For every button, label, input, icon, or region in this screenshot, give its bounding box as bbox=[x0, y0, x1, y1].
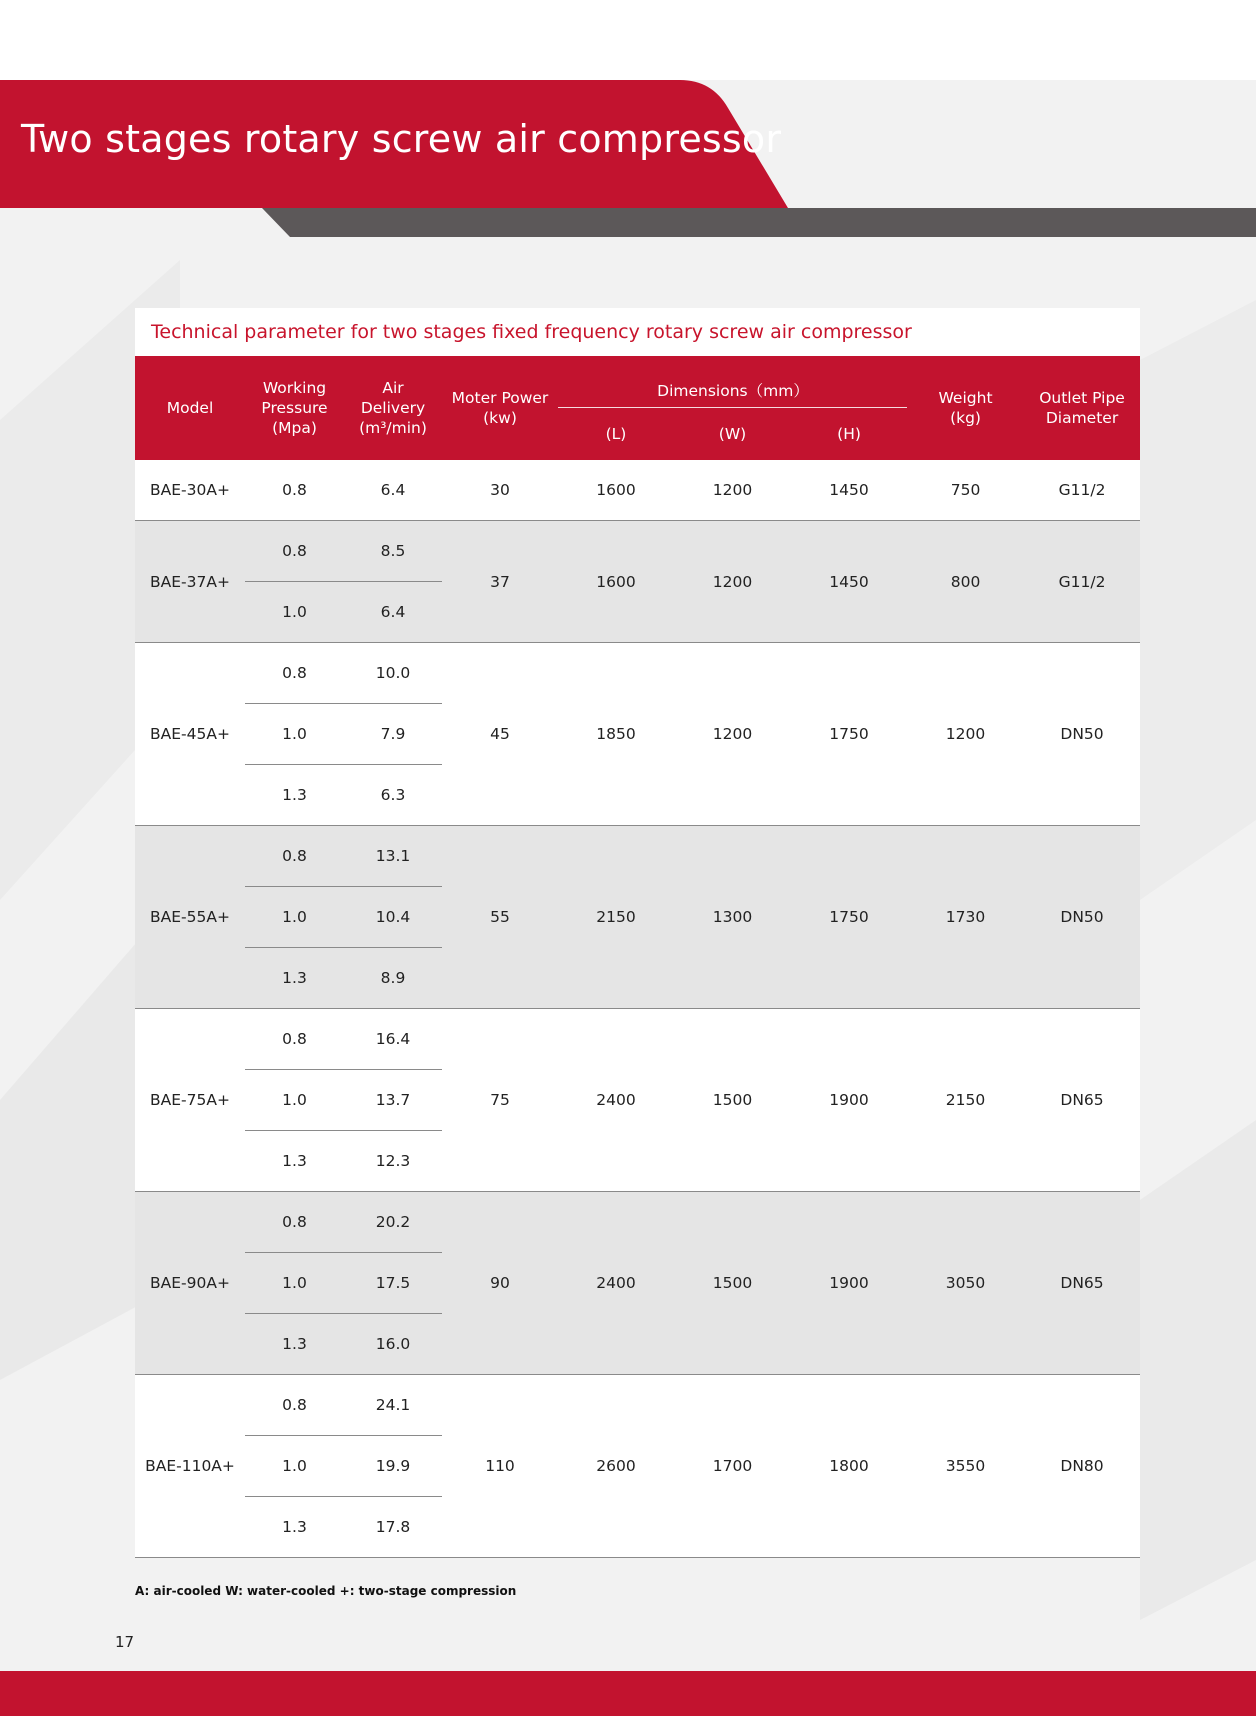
length-cell: 2400 bbox=[558, 1192, 674, 1375]
pressure-cell: 1.3 bbox=[245, 1131, 344, 1192]
height-cell: 1900 bbox=[791, 1009, 907, 1192]
weight-cell: 2150 bbox=[907, 1009, 1024, 1192]
delivery-cell: 10.0 bbox=[344, 643, 442, 704]
table-subtitle: Technical parameter for two stages fixed frequency rotary screw air compressor bbox=[151, 321, 912, 343]
model-group bbox=[135, 1009, 1140, 1192]
table-row bbox=[135, 460, 1140, 521]
width-cell: 1200 bbox=[674, 643, 791, 826]
header-outlet: Outlet Pipe Diameter bbox=[1024, 356, 1140, 460]
pressure-cell: 0.8 bbox=[245, 1009, 344, 1070]
header-dim-l: (L) bbox=[558, 408, 674, 460]
model-cell: BAE-90A+ bbox=[135, 1192, 245, 1375]
width-cell: 1500 bbox=[674, 1009, 791, 1192]
delivery-cell: 16.0 bbox=[344, 1314, 442, 1375]
model-cell: BAE-37A+ bbox=[135, 521, 245, 643]
delivery-cell: 6.4 bbox=[344, 460, 442, 521]
weight-cell: 750 bbox=[907, 460, 1024, 521]
delivery-cell: 6.3 bbox=[344, 765, 442, 826]
table-row bbox=[135, 1192, 1140, 1253]
outlet-cell: DN50 bbox=[1024, 826, 1140, 1009]
length-cell: 1600 bbox=[558, 521, 674, 643]
outlet-cell: DN65 bbox=[1024, 1009, 1140, 1192]
header-delivery: Air Delivery (m³/min) bbox=[344, 356, 442, 460]
model-group bbox=[135, 1192, 1140, 1375]
pressure-cell: 1.0 bbox=[245, 1253, 344, 1314]
header-dark-band bbox=[262, 208, 1256, 237]
pressure-cell: 1.0 bbox=[245, 1070, 344, 1131]
model-group bbox=[135, 1375, 1140, 1558]
delivery-cell: 13.7 bbox=[344, 1070, 442, 1131]
pressure-cell: 1.3 bbox=[245, 1497, 344, 1558]
width-cell: 1300 bbox=[674, 826, 791, 1009]
pressure-cell: 0.8 bbox=[245, 826, 344, 887]
table-row bbox=[135, 1375, 1140, 1436]
model-group bbox=[135, 643, 1140, 826]
header-model: Model bbox=[135, 356, 245, 460]
outlet-cell: DN65 bbox=[1024, 1192, 1140, 1375]
height-cell: 1800 bbox=[791, 1375, 907, 1558]
delivery-cell: 8.5 bbox=[344, 521, 442, 582]
pressure-cell: 1.0 bbox=[245, 887, 344, 948]
pressure-cell: 1.3 bbox=[245, 765, 344, 826]
length-cell: 2150 bbox=[558, 826, 674, 1009]
outlet-cell: DN80 bbox=[1024, 1375, 1140, 1558]
width-cell: 1200 bbox=[674, 460, 791, 521]
delivery-cell: 8.9 bbox=[344, 948, 442, 1009]
pressure-cell: 0.8 bbox=[245, 643, 344, 704]
page-number: 17 bbox=[115, 1633, 135, 1651]
width-cell: 1700 bbox=[674, 1375, 791, 1558]
subtitle-box bbox=[135, 308, 1140, 356]
header-dimensions: Dimensions（mm） bbox=[558, 356, 907, 408]
pressure-cell: 1.0 bbox=[245, 704, 344, 765]
delivery-cell: 19.9 bbox=[344, 1436, 442, 1497]
delivery-cell: 24.1 bbox=[344, 1375, 442, 1436]
outlet-cell: G11/2 bbox=[1024, 521, 1140, 643]
delivery-cell: 17.8 bbox=[344, 1497, 442, 1558]
weight-cell: 1200 bbox=[907, 643, 1024, 826]
length-cell: 1850 bbox=[558, 643, 674, 826]
power-cell: 55 bbox=[442, 826, 558, 1009]
top-margin bbox=[0, 0, 1256, 80]
header-pressure: Working Pressure (Mpa) bbox=[245, 356, 344, 460]
height-cell: 1900 bbox=[791, 1192, 907, 1375]
header-weight: Weight (kg) bbox=[907, 356, 1024, 460]
pressure-cell: 0.8 bbox=[245, 1375, 344, 1436]
table-row bbox=[135, 826, 1140, 887]
delivery-cell: 6.4 bbox=[344, 582, 442, 643]
pressure-cell: 1.3 bbox=[245, 1314, 344, 1375]
table-row bbox=[135, 1009, 1140, 1070]
model-cell: BAE-30A+ bbox=[135, 460, 245, 521]
model-group bbox=[135, 521, 1140, 643]
header-dim-w: (W) bbox=[674, 408, 791, 460]
height-cell: 1450 bbox=[791, 521, 907, 643]
length-cell: 2600 bbox=[558, 1375, 674, 1558]
table-header bbox=[135, 356, 1140, 460]
power-cell: 37 bbox=[442, 521, 558, 643]
model-cell: BAE-45A+ bbox=[135, 643, 245, 826]
power-cell: 90 bbox=[442, 1192, 558, 1375]
length-cell: 1600 bbox=[558, 460, 674, 521]
weight-cell: 3550 bbox=[907, 1375, 1024, 1558]
model-cell: BAE-110A+ bbox=[135, 1375, 245, 1558]
weight-cell: 800 bbox=[907, 521, 1024, 643]
pressure-cell: 0.8 bbox=[245, 460, 344, 521]
outlet-cell: G11/2 bbox=[1024, 460, 1140, 521]
table-row bbox=[135, 643, 1140, 704]
table-row bbox=[135, 521, 1140, 582]
bottom-bar bbox=[0, 1671, 1256, 1716]
model-group bbox=[135, 826, 1140, 1009]
model-group bbox=[135, 460, 1140, 521]
spec-table bbox=[135, 356, 1140, 1558]
model-cell: BAE-55A+ bbox=[135, 826, 245, 1009]
pressure-cell: 0.8 bbox=[245, 1192, 344, 1253]
delivery-cell: 20.2 bbox=[344, 1192, 442, 1253]
height-cell: 1750 bbox=[791, 643, 907, 826]
width-cell: 1200 bbox=[674, 521, 791, 643]
pressure-cell: 1.0 bbox=[245, 582, 344, 643]
delivery-cell: 10.4 bbox=[344, 887, 442, 948]
pressure-cell: 0.8 bbox=[245, 521, 344, 582]
pressure-cell: 1.3 bbox=[245, 948, 344, 1009]
delivery-cell: 12.3 bbox=[344, 1131, 442, 1192]
height-cell: 1450 bbox=[791, 460, 907, 521]
content-area bbox=[135, 308, 1140, 1598]
delivery-cell: 16.4 bbox=[344, 1009, 442, 1070]
power-cell: 75 bbox=[442, 1009, 558, 1192]
height-cell: 1750 bbox=[791, 826, 907, 1009]
model-cell: BAE-75A+ bbox=[135, 1009, 245, 1192]
width-cell: 1500 bbox=[674, 1192, 791, 1375]
weight-cell: 3050 bbox=[907, 1192, 1024, 1375]
delivery-cell: 17.5 bbox=[344, 1253, 442, 1314]
page-title: Two stages rotary screw air compressor bbox=[21, 117, 782, 161]
outlet-cell: DN50 bbox=[1024, 643, 1140, 826]
pressure-cell: 1.0 bbox=[245, 1436, 344, 1497]
delivery-cell: 7.9 bbox=[344, 704, 442, 765]
delivery-cell: 13.1 bbox=[344, 826, 442, 887]
power-cell: 110 bbox=[442, 1375, 558, 1558]
weight-cell: 1730 bbox=[907, 826, 1024, 1009]
header-dim-h: (H) bbox=[791, 408, 907, 460]
length-cell: 2400 bbox=[558, 1009, 674, 1192]
power-cell: 30 bbox=[442, 460, 558, 521]
footnote: A: air-cooled W: water-cooled +: two-stage compression bbox=[135, 1584, 517, 1598]
power-cell: 45 bbox=[442, 643, 558, 826]
header-power: Moter Power (kw) bbox=[442, 356, 558, 460]
